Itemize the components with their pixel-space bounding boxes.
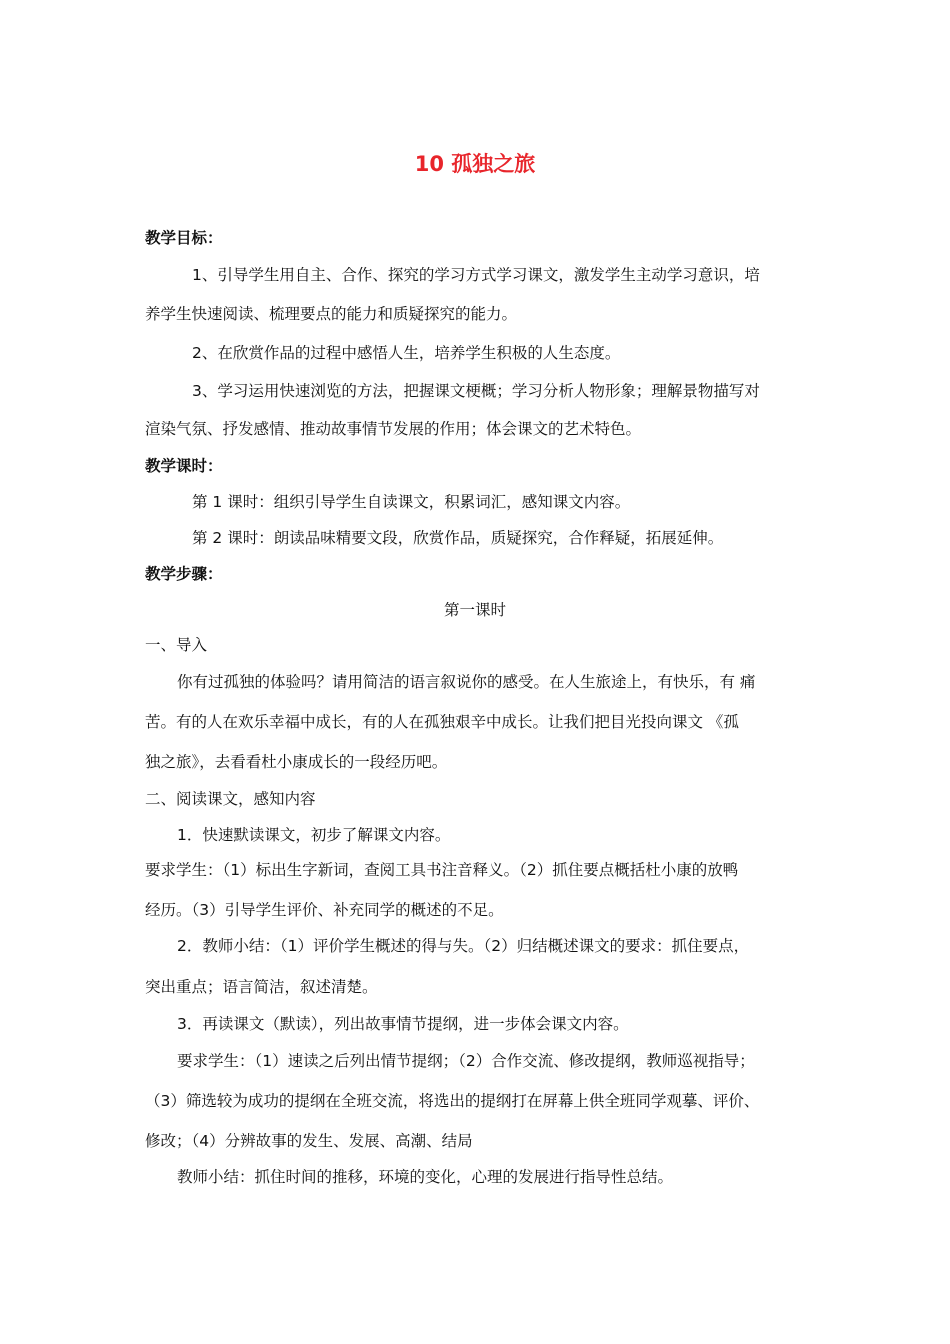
lesson-title: 第一课时 [443, 601, 506, 619]
step-2-line-2: 突出重点；语言简洁，叙述清楚。 [145, 978, 378, 996]
intro-line-3: 独之旅》，去看看杜小康成长的一段经历吧。 [145, 753, 448, 771]
intro-line-2: 苦。有的人在欢乐幸福中成长，有的人在孤独艰辛中成长。让我们把目光投向课文 《孤 [145, 713, 739, 731]
objective-3-line-1: 3、学习运用快速浏览的方法，把握课文梗概；学习分析人物形象；理解景物描写对 [192, 382, 760, 400]
period-2: 第 2 课时：朗读品味精要文段，欣赏作品，质疑探究，合作释疑，拓展延伸。 [192, 529, 724, 547]
document-title: 10 孤独之旅 [414, 152, 536, 176]
step-1-requirements-line-2: 经历。（3）引导学生评价、补充同学的概述的不足。 [145, 901, 504, 919]
section-reading-heading: 二、阅读课文，感知内容 [145, 790, 316, 808]
objective-3-line-2: 渲染气氛、抒发感情、推动故事情节发展的作用；体会课文的艺术特色。 [145, 420, 642, 438]
section-intro-heading: 一、导入 [145, 636, 208, 654]
step-2-line-1: 2．教师小结：（1）评价学生概述的得与失。（2）归结概述课文的要求：抓住要点， [177, 937, 750, 955]
objective-1-line-2: 养学生快速阅读、梳理要点的能力和质疑探究的能力。 [145, 305, 518, 323]
step-1: 1．快速默读课文，初步了解课文内容。 [177, 826, 451, 844]
objective-1-line-1: 1、引导学生用自主、合作、探究的学习方式学习课文，激发学生主动学习意识，培 [192, 266, 760, 284]
objectives-heading: 教学目标： [145, 229, 223, 247]
intro-line-1: 你有过孤独的体验吗？请用简洁的语言叙说你的感受。在人生旅途上，有快乐，有 痛 [177, 673, 756, 691]
periods-heading: 教学课时： [145, 457, 223, 475]
teacher-summary: 教师小结：抓住时间的推移，环境的变化，心理的发展进行指导性总结。 [177, 1168, 674, 1186]
step-3-requirements-line-1: 要求学生：（1）速读之后列出情节提纲；（2）合作交流、修改提纲，教师巡视指导； [177, 1052, 755, 1070]
objective-2: 2、在欣赏作品的过程中感悟人生，培养学生积极的人生态度。 [192, 344, 621, 362]
steps-heading: 教学步骤： [145, 565, 223, 583]
step-3-requirements-line-3: 修改；（4）分辨故事的发生、发展、高潮、结局 [145, 1132, 473, 1150]
step-3: 3．再读课文（默读），列出故事情节提纲，进一步体会课文内容。 [177, 1015, 629, 1033]
period-1: 第 1 课时：组织引导学生自读课文，积累词汇，感知课文内容。 [192, 493, 631, 511]
step-1-requirements-line-1: 要求学生：（1）标出生字新词，查阅工具书注音释义。（2）抓住要点概括杜小康的放鸭 [145, 861, 739, 879]
step-3-requirements-line-2: （3）筛选较为成功的提纲在全班交流，将选出的提纲打在屏幕上供全班同学观摹、评价、 [145, 1092, 760, 1110]
